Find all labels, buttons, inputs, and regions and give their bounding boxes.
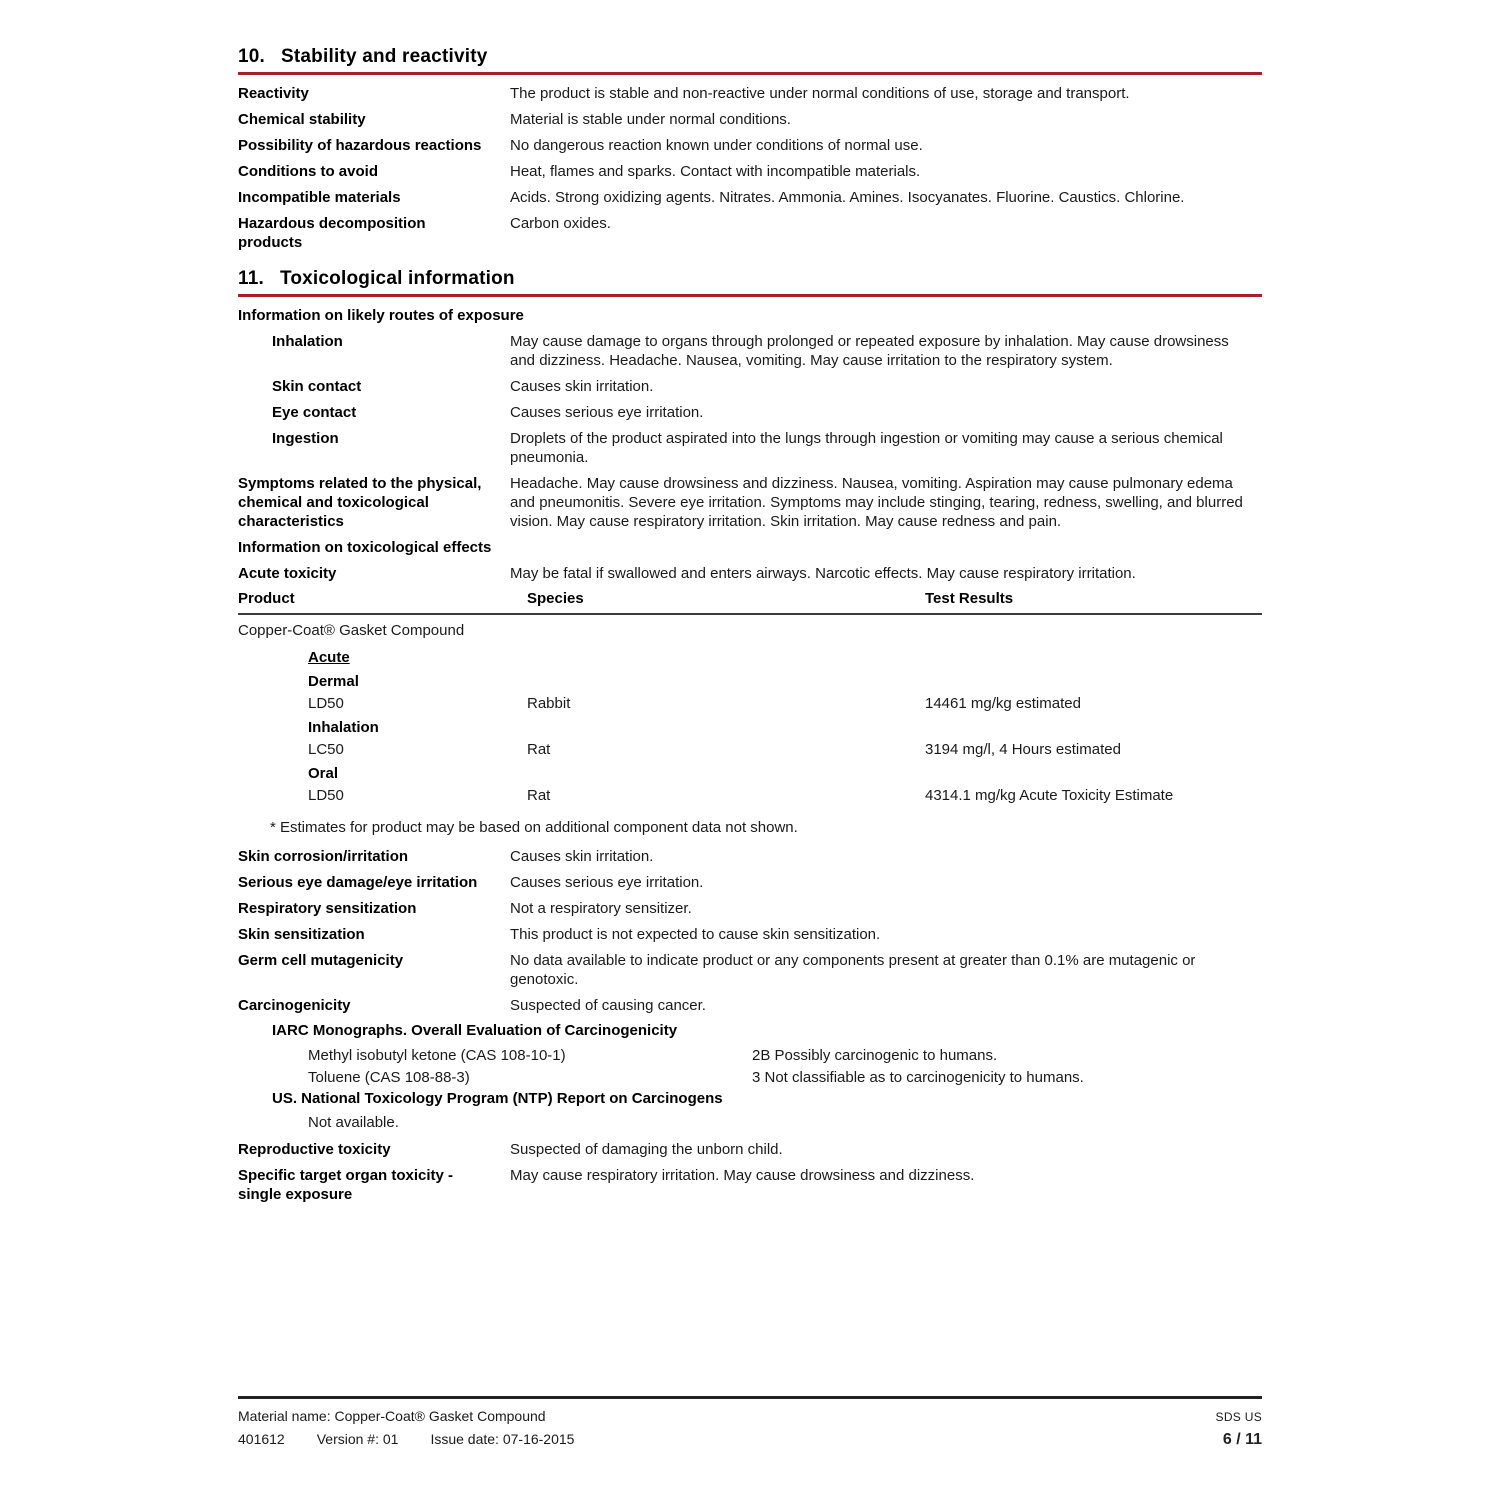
field-value: Suspected of damaging the unborn child.	[510, 1141, 783, 1158]
field-row-reproductive-toxicity	[238, 1140, 1262, 1159]
field-row-skin-corrosion	[238, 847, 1262, 866]
route-dermal: Dermal	[308, 673, 359, 690]
field-row-serious-eye-damage	[238, 873, 1262, 892]
field-value: The product is stable and non-reactive under normal conditions of use, storage and transport.	[510, 85, 1130, 102]
toxicity-table-header	[238, 590, 1262, 615]
field-row-symptoms	[238, 474, 1262, 531]
field-label: Eye contact	[272, 404, 357, 421]
iarc-entry	[238, 1068, 1262, 1087]
document-meta	[238, 1431, 606, 1447]
toxicity-category: Acute	[308, 649, 350, 666]
table-row	[238, 787, 1262, 804]
field-label: Symptoms related to the physical, chemical and toxicological characteristics	[238, 475, 482, 530]
field-value: Headache. May cause drowsiness and dizziness. Nausea, vomiting. Aspiration may cause pulmonary edema and pneumonitis. Severe eye irritation. Symptoms may include stinging, tearing, redness, swelling, and blurred vision. May cause respiratory irritation. Skin irritation. May cause redness and pain.	[510, 475, 1243, 530]
field-label: Hazardous decomposition products	[238, 215, 426, 251]
iarc-monographs-block	[238, 1022, 1262, 1131]
field-label: Inhalation	[272, 333, 343, 350]
field-value: May cause damage to organs through prolonged or repeated exposure by inhalation. May cause drowsiness and dizziness. Headache. Nausea, vomiting. May cause irritation to the respiratory system.	[510, 333, 1229, 369]
route-oral: Oral	[308, 765, 339, 782]
page-footer	[238, 1396, 1262, 1449]
column-header-species: Species	[527, 590, 584, 607]
field-value: Material is stable under normal conditions.	[510, 111, 791, 128]
field-label: Skin contact	[272, 378, 362, 395]
section-10-rule	[238, 72, 1262, 75]
field-label: Possibility of hazardous reactions	[238, 137, 482, 154]
field-label: Chemical stability	[238, 111, 366, 128]
section-11-rule	[238, 294, 1262, 297]
field-row-chemical-stability	[238, 110, 1262, 129]
result-value: 3194 mg/l, 4 Hours estimated	[925, 741, 1121, 758]
field-row-skin-sensitization	[238, 925, 1262, 944]
section-11-title	[238, 268, 1262, 290]
field-row-eye-contact	[238, 403, 1262, 422]
field-value: Causes serious eye irritation.	[510, 874, 704, 891]
field-label: Reactivity	[238, 85, 309, 102]
species-value: Rabbit	[527, 695, 571, 712]
estimates-footnote: * Estimates for product may be based on additional component data not shown.	[270, 819, 798, 836]
sds-region-label: SDS US	[1215, 1410, 1262, 1424]
field-row-specific-target-organ	[238, 1166, 1262, 1204]
field-value: May cause respiratory irritation. May cause drowsiness and dizziness.	[510, 1167, 975, 1184]
field-value: Causes serious eye irritation.	[510, 404, 704, 421]
field-value: This product is not expected to cause skin sensitization.	[510, 926, 881, 943]
field-value: Acids. Strong oxidizing agents. Nitrates. Ammonia. Amines. Isocyanates. Fluorine. Caustics. Chlorine.	[510, 189, 1185, 206]
field-row-carcinogenicity	[238, 996, 1262, 1015]
document-number: 401612	[238, 1431, 285, 1447]
ntp-heading: US. National Toxicology Program (NTP) Report on Carcinogens	[272, 1090, 723, 1107]
field-row-conditions-to-avoid	[238, 162, 1262, 181]
field-label: Specific target organ toxicity - single exposure	[238, 1167, 454, 1203]
section-11-title-text: Toxicological information	[279, 268, 515, 289]
section-stability-reactivity	[238, 46, 1262, 252]
field-label: Ingestion	[272, 430, 339, 447]
field-label: Serious eye damage/eye irritation	[238, 874, 478, 891]
section-toxicological-information	[238, 268, 1262, 1204]
field-label: Reproductive toxicity	[238, 1141, 391, 1158]
column-header-product: Product	[238, 590, 295, 607]
field-label: Germ cell mutagenicity	[238, 952, 404, 969]
field-value: Droplets of the product aspirated into the lungs through ingestion or vomiting may cause a serious chemical pneumonia.	[510, 430, 1223, 466]
field-value: No data available to indicate product or any components present at greater than 0.1% are mutagenic or genotoxic.	[510, 952, 1196, 988]
field-label: Skin corrosion/irritation	[238, 848, 409, 865]
field-row-hazardous-decomposition	[238, 214, 1262, 252]
species-value: Rat	[527, 787, 551, 804]
result-value: 4314.1 mg/kg Acute Toxicity Estimate	[925, 787, 1174, 804]
field-row-reactivity	[238, 84, 1262, 103]
routes-of-exposure-heading: Information on likely routes of exposure	[238, 307, 524, 324]
carcinogenicity-classification: 2B Possibly carcinogenic to humans.	[752, 1047, 998, 1064]
field-row-acute-toxicity	[238, 564, 1262, 583]
field-label: Carcinogenicity	[238, 997, 351, 1014]
result-value: 14461 mg/kg estimated	[925, 695, 1081, 712]
carcinogenicity-classification: 3 Not classifiable as to carcinogenicity to humans.	[752, 1069, 1084, 1086]
section-10-title	[238, 46, 1262, 68]
column-header-test-results: Test Results	[925, 590, 1014, 607]
test-name: LD50	[308, 787, 344, 804]
field-row-inhalation	[238, 332, 1262, 370]
field-label: Acute toxicity	[238, 565, 337, 582]
ntp-value: Not available.	[308, 1114, 399, 1131]
field-value: Causes skin irritation.	[510, 378, 654, 395]
material-name: Material name: Copper-Coat® Gasket Compound	[238, 1408, 546, 1424]
field-value: Causes skin irritation.	[510, 848, 654, 865]
table-row	[238, 695, 1262, 712]
footer-line-1	[238, 1408, 1262, 1424]
table-row	[238, 741, 1262, 758]
section-11-number: 11.	[238, 268, 264, 289]
field-row-hazardous-reactions	[238, 136, 1262, 155]
field-value: Heat, flames and sparks. Contact with incompatible materials.	[510, 163, 921, 180]
field-row-respiratory-sensitization	[238, 899, 1262, 918]
field-row-germ-cell-mutagenicity	[238, 951, 1262, 989]
test-name: LD50	[308, 695, 344, 712]
substance-name: Methyl isobutyl ketone (CAS 108-10-1)	[308, 1047, 566, 1064]
iarc-entry	[238, 1046, 1262, 1065]
version-number: Version #: 01	[316, 1431, 399, 1447]
product-name: Copper-Coat® Gasket Compound	[238, 622, 465, 639]
field-value: Suspected of causing cancer.	[510, 997, 706, 1014]
field-value: Carbon oxides.	[510, 215, 611, 232]
field-label: Respiratory sensitization	[238, 900, 417, 917]
field-value: Not a respiratory sensitizer.	[510, 900, 692, 917]
iarc-heading: IARC Monographs. Overall Evaluation of Carcinogenicity	[272, 1022, 678, 1039]
issue-date: Issue date: 07-16-2015	[430, 1431, 575, 1447]
route-inhalation: Inhalation	[308, 719, 379, 736]
field-value: May be fatal if swallowed and enters airways. Narcotic effects. May cause respiratory irritation.	[510, 565, 1136, 582]
field-label: Skin sensitization	[238, 926, 365, 943]
field-row-incompatible-materials	[238, 188, 1262, 207]
field-row-skin-contact	[238, 377, 1262, 396]
toxicological-effects-heading: Information on toxicological effects	[238, 539, 492, 556]
species-value: Rat	[527, 741, 551, 758]
field-label: Incompatible materials	[238, 189, 401, 206]
section-10-number: 10.	[238, 46, 266, 67]
toxicity-results-table	[238, 590, 1262, 836]
field-value: No dangerous reaction known under conditions of normal use.	[510, 137, 923, 154]
section-10-title-text: Stability and reactivity	[281, 46, 488, 67]
page-number: 6 / 11	[1222, 1431, 1262, 1448]
page-content	[238, 46, 1262, 1211]
substance-name: Toluene (CAS 108-88-3)	[308, 1069, 470, 1086]
test-name: LC50	[308, 741, 344, 758]
field-row-ingestion	[238, 429, 1262, 467]
footer-line-2	[238, 1424, 1262, 1449]
field-label: Conditions to avoid	[238, 163, 378, 180]
